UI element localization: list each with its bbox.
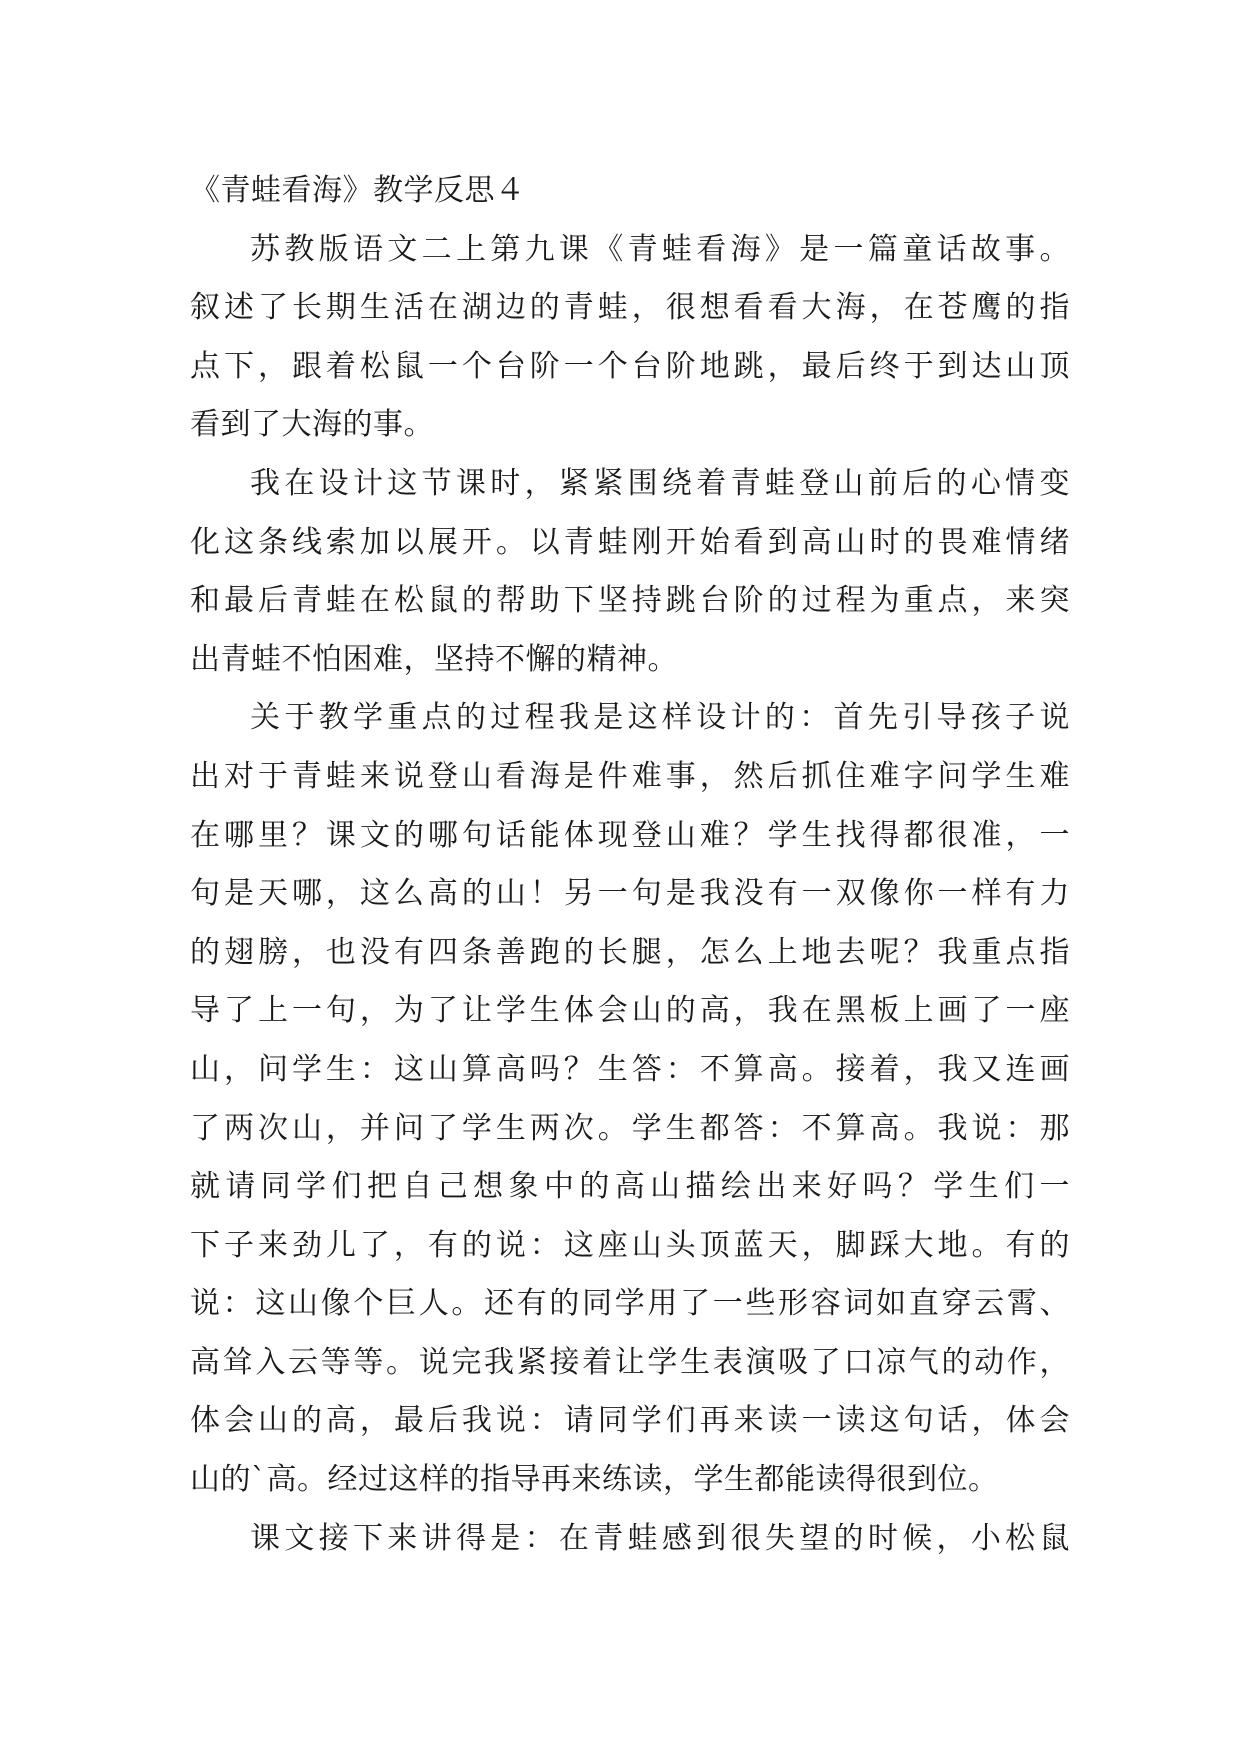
paragraph-line: 了两次山，并问了学生两次。学生都答：不算高。我说：那 — [190, 1110, 1070, 1146]
paragraph-3 — [190, 689, 1070, 1509]
paragraph-line: 我在设计这节课时，紧紧围绕着青蛙登山前后的心情变 — [250, 465, 1070, 501]
paragraph-line: 出对于青蛙来说登山看海是件难事，然后抓住难字问学生难 — [190, 758, 1070, 794]
paragraph-line: 化这条线索加以展开。以青蛙刚开始看到高山时的畏难情绪 — [190, 524, 1070, 560]
paragraph-line: 和最后青蛙在松鼠的帮助下坚持跳台阶的过程为重点，来突 — [190, 583, 1070, 619]
document-title: 《青蛙看海》教学反思４ — [190, 173, 526, 208]
paragraph-4 — [190, 1510, 1070, 1569]
paragraph-line: 点下，跟着松鼠一个台阶一个台阶地跳，最后终于到达山顶 — [190, 348, 1070, 384]
paragraph-line: 在哪里？课文的哪句话能体现登山难？学生找得都很准，一 — [190, 817, 1070, 853]
paragraph-line: 出青蛙不怕困难，坚持不懈的精神。 — [190, 641, 678, 677]
paragraph-line: 课文接下来讲得是：在青蛙感到很失望的时候，小松鼠 — [250, 1520, 1070, 1556]
paragraph-line: 看到了大海的事。 — [190, 407, 434, 443]
paragraph-line: 句是天哪，这么高的山！另一句是我没有一双像你一样有力 — [190, 876, 1070, 912]
paragraph-line: 就请同学们把自己想象中的高山描绘出来好吗？学生们一 — [190, 1169, 1070, 1205]
paragraph-line: 山的`高。经过这样的指导再来练读，学生都能读得很到位。 — [190, 1462, 999, 1498]
paragraph-line: 高耸入云等等。说完我紧接着让学生表演吸了口凉气的动作， — [190, 1344, 1070, 1380]
document-body — [190, 162, 1070, 1568]
paragraph-1 — [190, 221, 1070, 455]
paragraph-2 — [190, 455, 1070, 689]
paragraph-line: 山，问学生：这山算高吗？生答：不算高。接着，我又连画 — [190, 1051, 1070, 1087]
paragraph-line: 下子来劲儿了，有的说：这座山头顶蓝天，脚踩大地。有的 — [190, 1227, 1070, 1263]
paragraph-line: 叙述了长期生活在湖边的青蛙，很想看看大海，在苍鹰的指 — [190, 290, 1070, 326]
paragraph-line: 说：这山像个巨人。还有的同学用了一些形容词如直穿云霄、 — [190, 1286, 1070, 1322]
paragraph-line: 关于教学重点的过程我是这样设计的：首先引导孩子说 — [250, 700, 1070, 736]
paragraph-line: 苏教版语文二上第九课《青蛙看海》是一篇童话故事。 — [250, 231, 1070, 267]
paragraph-line: 的翅膀，也没有四条善跑的长腿，怎么上地去呢？我重点指 — [190, 934, 1070, 970]
paragraph-line: 体会山的高，最后我说：请同学们再来读一读这句话，体会 — [190, 1403, 1070, 1439]
paragraph-line: 导了上一句，为了让学生体会山的高，我在黑板上画了一座 — [190, 993, 1070, 1029]
